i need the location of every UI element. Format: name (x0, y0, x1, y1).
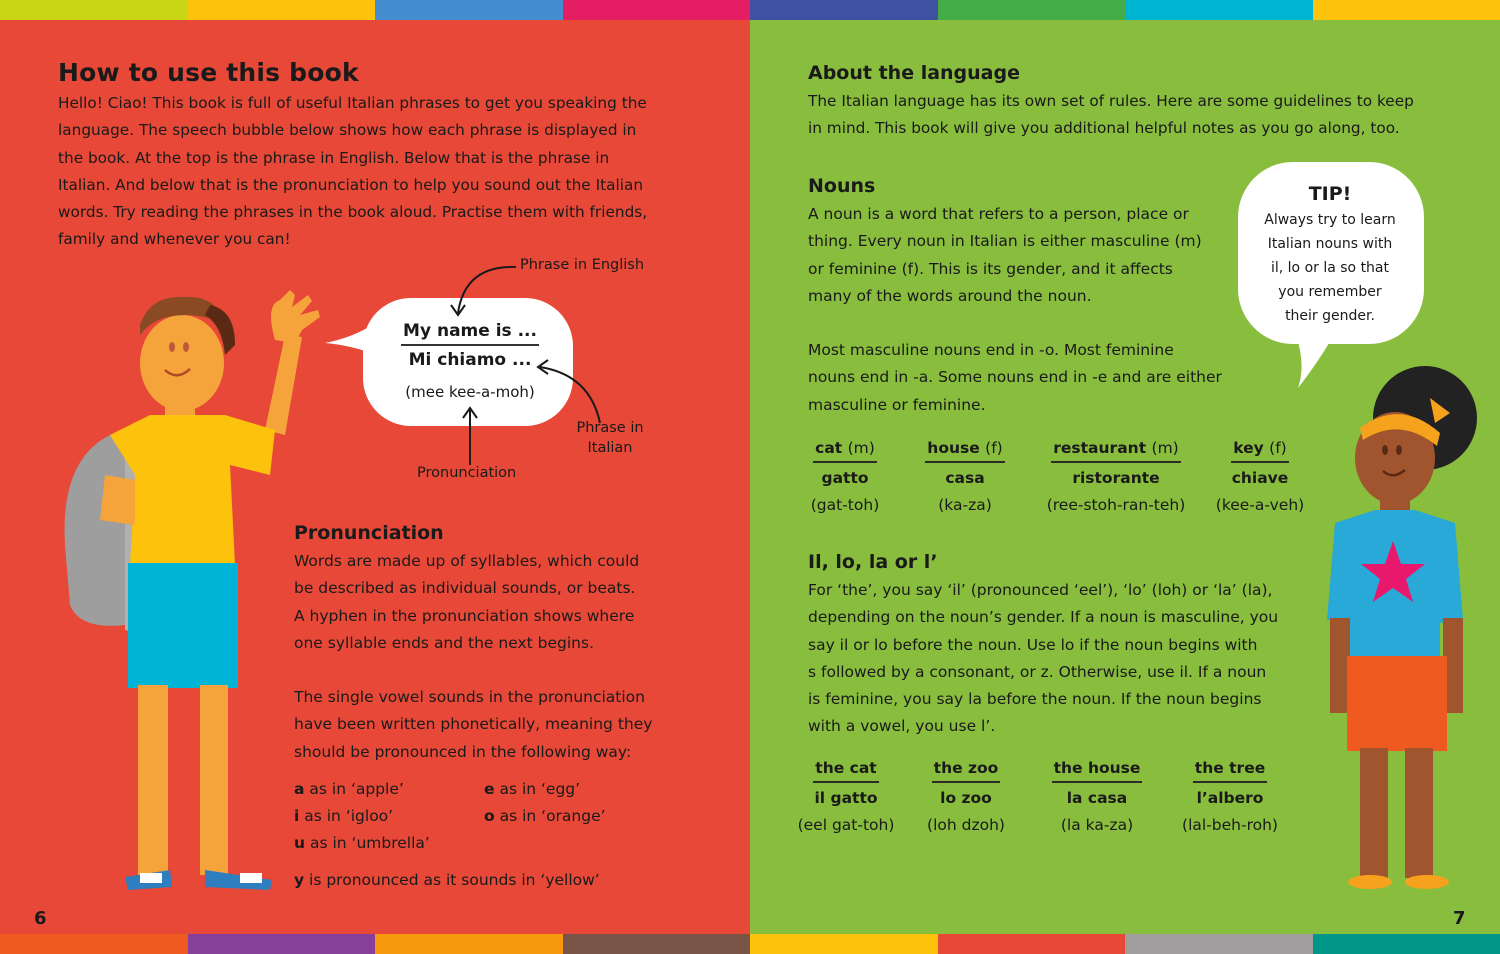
nouns-paragraph-1 (808, 201, 1238, 310)
article-example-cat (790, 757, 902, 839)
gender: (f) (1269, 439, 1287, 457)
english-word: the tree (1193, 757, 1267, 783)
english-phrase: My name is ... (401, 318, 539, 346)
vowel-a (294, 776, 404, 803)
italian-word: il gatto (814, 789, 878, 807)
english-word: the cat (813, 757, 878, 783)
label-phrase-in-italian (572, 418, 648, 458)
vowel-example: as in ‘umbrella’ (305, 834, 430, 852)
tip-text (1240, 208, 1420, 328)
pronunciation-paragraph-1 (294, 548, 694, 657)
stripe-segment (1125, 934, 1313, 954)
tip-bubble (1240, 180, 1420, 328)
word: cat (815, 439, 843, 457)
stripe-segment (188, 934, 376, 954)
text-line: words. Try reading the phrases in the book aloud. Practise them with friends, (58, 203, 648, 222)
text-line: their gender. (1285, 308, 1375, 324)
text-line: s followed by a consonant, or z. Otherwise, use il. If a noun (808, 662, 1267, 681)
text-line: For ‘the’, you say ‘il’ (pronounced ‘eel’), ‘lo’ (loh) or ‘la’ (la), (808, 581, 1273, 599)
text-line: you remember (1278, 284, 1382, 300)
stripe-segment (375, 0, 563, 20)
text-line: language. The speech bubble below shows how each phrase is displayed in (58, 121, 637, 140)
text-line: should be pronounced in the following way: (294, 742, 632, 761)
text-line: The single vowel sounds in the pronunciation (294, 688, 645, 706)
text-line: thing. Every noun in Italian is either masculine (m) (808, 232, 1202, 251)
page-number-left: 6 (34, 908, 47, 929)
word: restaurant (1053, 439, 1147, 457)
text-line: or feminine (f). This is its gender, and it affects (808, 259, 1173, 278)
pronunciation: (ka-za) (938, 496, 992, 514)
text-line: Italian. And below that is the pronunciation to help you sound out the Italian (58, 175, 644, 194)
pronunciation: (loh dzoh) (927, 816, 1005, 834)
noun-example-key (1208, 437, 1312, 519)
article-example-house (1045, 757, 1149, 839)
italian-phrase: Mi chiamo ... (408, 350, 532, 370)
stripe-segment (1125, 0, 1313, 20)
stripe-segment (938, 934, 1126, 954)
bottom-color-stripe (0, 934, 1500, 954)
text-line: Italian nouns with (1267, 236, 1393, 252)
vowel-example: as in ‘igloo’ (299, 807, 394, 825)
text-line: The Italian language has its own set of rules. Here are some guidelines to keep (808, 92, 1414, 110)
text-line: is feminine, you say la before the noun. If the noun begins (808, 690, 1262, 709)
noun-example-cat (800, 437, 890, 519)
stripe-segment (375, 934, 563, 954)
italian-word: l’albero (1196, 789, 1264, 807)
text-line: the book. At the top is the phrase in English. Below that is the phrase in (58, 148, 610, 167)
stripe-segment (1313, 0, 1500, 20)
pronunciation: (gat-toh) (810, 496, 880, 514)
label-line: Phrase in (576, 420, 644, 436)
vowel-o (484, 803, 606, 830)
y-pronunciation-note (294, 867, 600, 894)
pronunciation: (ree-stoh-ran-teh) (1046, 496, 1186, 514)
vowel-letter: u (294, 834, 306, 852)
stripe-segment (750, 934, 938, 954)
italian-word: casa (945, 469, 985, 487)
vowel-letter: i (294, 807, 300, 825)
vowel-example: as in ‘apple’ (304, 780, 404, 798)
vowel-letter: o (484, 807, 495, 825)
text-line: il, lo or la so that (1270, 260, 1389, 276)
nouns-paragraph-2 (808, 337, 1248, 419)
vowel-i (294, 803, 393, 830)
stripe-segment (188, 0, 376, 20)
text-line: A noun is a word that refers to a person, place or (808, 205, 1189, 223)
pronunciation: (kee-a-veh) (1215, 496, 1305, 514)
tip-heading: TIP! (1308, 183, 1352, 205)
stripe-segment (563, 0, 751, 20)
gender: (m) (1151, 439, 1179, 457)
text-line: many of the words around the noun. (808, 286, 1092, 305)
text-line: say il or lo before the noun. Use lo if the noun begins with (808, 635, 1258, 654)
page-title: How to use this book (58, 58, 359, 87)
text-line: A hyphen in the pronunciation shows where (294, 606, 635, 625)
text-line: Hello! Ciao! This book is full of useful Italian phrases to get you speaking the (58, 94, 647, 112)
vowel-example: as in ‘orange’ (494, 807, 606, 825)
text-line: have been written phonetically, meaning they (294, 715, 653, 734)
text-line: one syllable ends and the next begins. (294, 633, 595, 652)
pronunciation: (eel gat-toh) (797, 816, 895, 834)
stripe-segment (1313, 934, 1500, 954)
vowel-e (484, 776, 580, 803)
vowel-letter: e (484, 780, 495, 798)
girl-illustration (1315, 358, 1480, 903)
about-language-paragraph (808, 88, 1468, 143)
label-phrase-in-english: Phrase in English (520, 257, 645, 273)
text-line: nouns end in -a. Some nouns end in -e and are either (808, 368, 1222, 387)
label-pronunciation: Pronunciation (417, 465, 517, 481)
pronunciation-phrase: (mee kee-a-moh) (405, 383, 535, 401)
text-line: with a vowel, you use l’. (808, 717, 996, 736)
italian-word: la casa (1066, 789, 1128, 807)
english-word: the zoo (932, 757, 1001, 783)
english-word: the house (1052, 757, 1143, 783)
articles-heading: Il, lo, la or l’ (808, 551, 938, 573)
text-line: depending on the noun’s gender. If a noun is masculine, you (808, 608, 1279, 627)
pronunciation-heading: Pronunciation (294, 522, 444, 544)
english-word (925, 437, 1004, 463)
italian-word: chiave (1231, 469, 1289, 487)
text-line: in mind. This book will give you additional helpful notes as you go along, too. (808, 119, 1400, 138)
noun-example-house (915, 437, 1015, 519)
gender: (m) (847, 439, 875, 457)
intro-paragraph (58, 90, 718, 254)
page-number-right: 7 (1453, 908, 1466, 929)
italian-word: gatto (821, 469, 869, 487)
italian-word: lo zoo (940, 789, 992, 807)
pronunciation-paragraph-2 (294, 684, 694, 766)
vowel-letter: y (294, 871, 305, 889)
text-line: family and whenever you can! (58, 230, 291, 249)
nouns-heading: Nouns (808, 175, 876, 197)
noun-example-restaurant (1036, 437, 1196, 519)
vowel-example: as in ‘egg’ (494, 780, 581, 798)
articles-paragraph (808, 577, 1308, 741)
english-word (813, 437, 877, 463)
text-line: masculine or feminine. (808, 395, 986, 414)
stripe-segment (0, 0, 188, 20)
pronunciation: (la ka-za) (1060, 816, 1134, 834)
article-example-zoo (918, 757, 1014, 839)
vowel-example: is pronounced as it sounds in ‘yellow’ (304, 871, 600, 889)
top-color-stripe (0, 0, 1500, 20)
text-line: be described as individual sounds, or beats. (294, 579, 636, 598)
word: house (927, 439, 980, 457)
gender: (f) (985, 439, 1003, 457)
vowel-u (294, 830, 430, 857)
about-language-heading: About the language (808, 62, 1020, 84)
stripe-segment (938, 0, 1126, 20)
english-word (1231, 437, 1288, 463)
text-line: Most masculine nouns end in -o. Most feminine (808, 341, 1174, 359)
english-word (1051, 437, 1180, 463)
article-example-tree (1172, 757, 1288, 839)
pronunciation: (lal-beh-roh) (1182, 816, 1278, 834)
text-line: Always try to learn (1264, 212, 1396, 228)
stripe-segment (0, 934, 188, 954)
vowel-letter: a (294, 780, 305, 798)
word: key (1233, 439, 1264, 457)
italian-word: ristorante (1072, 469, 1160, 487)
stripe-segment (563, 934, 751, 954)
stripe-segment (750, 0, 938, 20)
text-line: Words are made up of syllables, which could (294, 552, 640, 570)
label-line: Italian (587, 440, 633, 456)
